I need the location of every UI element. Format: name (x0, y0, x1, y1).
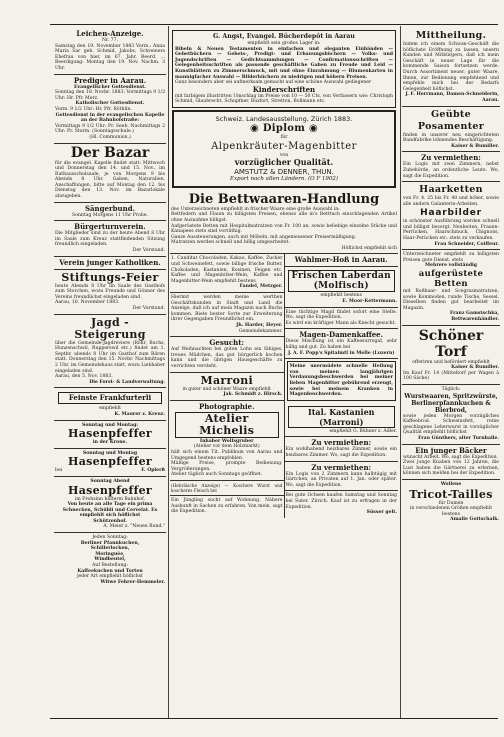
ml-title3: Gesucht: (209, 338, 245, 348)
lehr-title: Ein junger Bäcker (415, 445, 487, 455)
column-divider (400, 26, 401, 718)
expo-diplom-row (178, 123, 390, 135)
haar-text: von Fr. 4. 25 bis Fr. 40 und höher, sowie alle andern Galanterie-Arbeiten. (403, 196, 499, 207)
buecher-line4: mit farbigem illustrirten Umschlag im Preise von 10 — 50 Cts. von Verfassern wie: Christoph Schmid, Glaubrecht, Schupfner, Buzfort, Stretton, Bollmann etc. (175, 93, 393, 105)
rest-item2: jeder Art empfiehlt höflichst (77, 574, 143, 580)
bettwaren-block (170, 190, 398, 255)
expo-diplom: Diplom (262, 122, 306, 134)
mr-title7: Zu vermiethen: (311, 438, 372, 448)
mitt-title: Mittheilung. (415, 30, 487, 41)
expo-title: Schweiz. Landesausstellung, Zürich 1883. (215, 114, 353, 123)
vermiet-block (402, 152, 500, 182)
haar-title: Haarketten (419, 184, 483, 196)
ml-text6a: Inhaber Wolfsgruber (199, 438, 254, 444)
expo-code: (O F 1902) (307, 176, 339, 183)
leichen-text: Samstag den 19. November 1883 Vorm.: Anna Maria Sar geb. Schmid, Jakobs, Schreiners Ehefrau von hier, im 67. Jahr, Beerd. ... Beerdigung: Montag den 19. Nov. Nachm. 3 Uhr. (55, 43, 165, 71)
tricot-title: Tricot-Tailles (409, 487, 493, 501)
mr-title6: Ital. Kastanien (Marroni) (288, 406, 396, 428)
hasenpfeffer-frohsinn (54, 477, 166, 533)
saenger-block (54, 203, 166, 222)
tricot-sign: Amalie Gottschalk. (450, 517, 499, 523)
has3-text2: Von heute an alle Tage ein prima Schnecken, Schübli und Cervelat. Es empfiehlt sich höflichst (62, 502, 158, 519)
mr-title8: Zu vermiethen: (311, 462, 372, 472)
center-split (170, 254, 398, 517)
has3-text: im Frohsinn hinterm Bahnhof. (74, 496, 146, 502)
lehr-text: wünscht Arbeit. Wo, sagt die Expedition. (403, 454, 498, 460)
has2-sign: F. Oplerß (141, 468, 165, 474)
mr-text4: Diese Mischung ist ein Kaffeesurrogat, sehr billig und gut. Zu haben bei (285, 339, 397, 351)
communion-text: (Hl. Communion.) (89, 134, 131, 140)
saenger-title: Sängerbund. (84, 203, 136, 213)
ml-text7: Ein Jüngling sucht auf Wohnung. Nähere Auskunft in Sachen zu erfahren. Von mein, sagt die Expedition. (171, 497, 283, 515)
betten-title: aufgerüstete Betten (418, 269, 484, 290)
posamenter-block (402, 107, 500, 153)
konditorei-block (54, 533, 166, 587)
rest-text2: Auf Bestellung: (92, 563, 128, 569)
medal-icon: ◉ (308, 122, 318, 134)
tricot-block (402, 480, 500, 525)
bettwaren-text2: Bettfedern und Flaum zu billigsten Preisen, ebenso alle in's Betttuch einschlagenden Artikel ohne Ausnahme billigst. (171, 212, 397, 223)
ml-text6c: hält sich einem Tit. Publikum von Aarau und Umgegend bestens empfohlen. (171, 449, 283, 461)
has1-sub: in der Krone. (92, 440, 128, 446)
leichen-anzeige (54, 28, 166, 75)
ml-text6e: Atelier täglich auch Sonntags geöffnet. (171, 472, 263, 478)
has1-big: Hasenpfeffer (68, 427, 152, 441)
wurst-block (402, 385, 500, 445)
mr-text3b: Es wird ein kräftiger Mann als Knecht gesucht. (285, 320, 396, 326)
ml-sign1: Fandel, Metzger. (239, 284, 283, 290)
rest-sign: Witwe Fehrer-Hemmeler. (100, 579, 165, 585)
jagd-text: über die Gemeinde-Jagdreviere (Rohr, Buchs, Hunzenschwil, Rupperswil etc.) findet am 1. Septbr. abends 8 Uhr im Gasthof zum Bären statt. Donnerstag den 15. Novbr. Nachmittags 2 Uhr, im Gemeindehaus statt, wozu Liebhaber eingeladen sind. (55, 340, 165, 374)
wurst-sign: Frau Günthers, alter Turnhalle. (418, 435, 499, 441)
has1-title: Sonntag und Montag: (82, 422, 138, 428)
ml-sign4: Jak. Schmidt z. Hirsch. (223, 392, 283, 398)
stiftung-title: Stiftungs-Feier (61, 270, 159, 284)
buecher-title: G. Angst, Evangel. Bücherdepôt in Aarau (213, 33, 355, 40)
right-column (402, 28, 500, 716)
frankfurter-sub: empfiehlt (98, 406, 122, 412)
expo-export: Export nach allen Ländern. (229, 176, 307, 183)
ml-title5: Photographie. (198, 401, 255, 411)
tricot-sub: für Damen (438, 500, 464, 506)
torf-block (402, 326, 500, 385)
jungkath-block (54, 257, 166, 270)
bazar-text: für die evangel. Kapelle findet statt: Mittwoch und Donnerstag den 14. und 15. Nov., im Rathausschulsaale, je von Morgens 9 bis Abends 8 Uhr. Gaben, Naturalien, Anschaffungen, bitte auf Montag den 12. bis Dienstag den 13. Nov. im Bazarlokale abzugeben. (55, 160, 165, 200)
column-divider (168, 26, 169, 718)
bettwaren-title: Die Bettwaaren-Handlung (188, 191, 380, 207)
stiftung-block (54, 270, 166, 315)
torf-title: Schöner Torf (418, 327, 484, 360)
ml-text2: Hiermit werden meine werthen Geschäftskunden in Stadt und Land die Anzeige, daß ich auf mein Magazin nach Buchs kommen. Biete bester Sorte zur Erweiterung ihrer Gegengaben Freundlichst ein. (171, 295, 283, 323)
leichen-title: Leichen-Anzeige. (76, 29, 144, 38)
bettwaren-text4: Ganze Aussteuerungen, auch mit Möbeln, mit angemessener Preisermäßigung. (171, 234, 357, 240)
tricot-head: Wollene (440, 481, 462, 487)
mr-text9: Bei gute Ochsen kaufen Samstag und Sonntag bei Suter, Zürich. Kauf ist zu erfragen in der Expedition. (285, 493, 397, 510)
expo-maker: AMSTUTZ & DENNER, THUN. (234, 168, 334, 177)
haar-text2: in schönster Ausführung werden schnell und billigst besorgt. Neuheiten, Frauen-Perrücken, Haarschmuck, Chignons, Haar-Perücken etc. stets zu verkaufen. (403, 219, 499, 242)
expo-von: von (279, 152, 289, 158)
mr-sign2: E. Moor-Kettermann. (342, 299, 397, 305)
mr-sign9: Süsser gelt. (366, 510, 397, 516)
ml-text6b: (Atelier vor dem Holzmarkt) (193, 444, 260, 450)
torf-text2: Im Kauf Fr. 14 (Mitteltorf per Wagen à 100 Säcke) (403, 370, 499, 382)
prediger-title: Prediger in Aarau. (73, 75, 147, 85)
rest-item: Meringuée, (95, 551, 125, 557)
expo-fuer: für (280, 134, 288, 140)
betten-pre: Unterzeichneter empfiehlt zu billigsten Preisen gute Dienst, stets (403, 252, 499, 263)
has4-sub: Schützenhof. (93, 518, 127, 524)
center-column (170, 28, 398, 716)
torf-sign: Kaiser & Bumiller. (451, 365, 499, 371)
betten-pre2: Mehrere vollständig (424, 263, 478, 269)
jagd-date: Aarau, den 5. Nov. 1883. (55, 374, 113, 380)
bettwaren-sign: Höflichst empfiehlt sich (341, 245, 397, 251)
rest-item2: Kaffeekuchen und Torten (77, 568, 143, 574)
mr-text7: Ein wohlhabend heizbares Zimmer, sowie ein heizbares Zimmer. Wo, sagt die Expedition. (285, 447, 397, 458)
ml-title4: Marroni (200, 373, 253, 387)
vermiet-text: Ein Logis mit zwei Zimmern, nebst Zubehörde, an ordentliche Leute. Wo, sagt die Expedition. (403, 162, 499, 179)
jagd-sign: Die Forst- & Landverwaltung. (89, 379, 165, 385)
posam-sign: Kaiser & Bumiller. (451, 143, 499, 149)
vermiet-title: Zu vermiethen: (421, 153, 481, 163)
stiftung-text: heute Abends 8 Uhr im Saale des Gasthofs zum Storchen, wozu Freunde und Gönner des Vereins freundlichst eingeladen sind. (55, 283, 165, 300)
ml-hebrew: (Hebräische Anzeige) — Koschere Wurst und koscheres Fleisch bei (171, 482, 283, 493)
haar-block (402, 182, 500, 250)
bazar-title: Der Bazar (70, 144, 150, 161)
buecher-text1: empfiehlt sein großes Lager in: (247, 41, 321, 46)
ml-text3: Auf Weihnachten bei guten Lohn ein fähiges, treues Mädchen, das gut bürgerlich kochen kann und die übrigen Hausgeschäfte zu verrichten versteht. (171, 347, 283, 369)
evang-heading: Evangelischer Gottesdienst. (73, 84, 147, 90)
center-left-sub (170, 254, 284, 517)
has3-big: Hasenpfeffer (68, 483, 152, 497)
bettwaren-text1: des Unterzeichneten empfiehlt in frischer Waare eine große Auswahl in: (171, 206, 340, 212)
bettwaren-text5: Matratzen werden schnell und billig umgearbeitet. (171, 240, 290, 246)
stiftung-date: Aarau, 10. November 1883. (55, 300, 120, 306)
frankfurter-sign: K. Maurer z. Kreuz. (114, 411, 165, 417)
has2-sub: bei (55, 468, 63, 474)
mr-title1: Wahlmer-Hoß in Aarau. (294, 255, 388, 265)
buerger-sign: Der Vorstand. (132, 248, 165, 254)
buecher-line2: Ganz besonders aber sei aufmerksam gemacht auf eine schöne Auswahl gediegener (175, 80, 372, 86)
jungkath-title: Verein junger Katholiken. (59, 257, 161, 267)
torf-text: offeriren und befördert empfiehlt (412, 359, 490, 365)
expo-quality: vorzüglicher Qualität. (234, 157, 334, 168)
betten-text: mit Roßhaar- und Scegrasmatratzen, sowie Kommoden, runde Tische, Sessel. Dieselben finden gut bearbeitet im Magazin. (403, 289, 499, 311)
bazar-block (54, 144, 166, 203)
rest-text1: Jeden Sonntag: (92, 535, 128, 541)
prediger-block (54, 75, 166, 144)
ml-sub2: Gemeindekammer. (238, 328, 283, 334)
mr-text3: Eine tüchtige Magd findet sofort eine Stelle. Wo, sagt die Expedition. (285, 309, 397, 321)
ml-title6: Atelier Michelis (175, 412, 279, 438)
hasenpfeffer-krone (54, 421, 166, 449)
medal-icon: ◉ (250, 122, 260, 134)
ml-text6d: Mäßige Preise, prompte Bedienung. Vergrößerungen. (171, 461, 283, 472)
kapelle-text: Vormittags 9 1/2 Uhr: Pr. Seeb. Nachmittags 2 Uhr: Pr. Sturm. (Sonntagsschule.) (55, 123, 165, 135)
has2-big: Hasenpfeffer (68, 455, 152, 469)
buerger-block (54, 221, 166, 256)
posam-title: Geübte Posamenter (417, 108, 485, 132)
kath-heading: Katholischer Gottesdienst. (75, 101, 145, 107)
mitt-text: Indem ich einem Schwan-Geschäft die höflichste Eröffnung zu lassen, unsern Kunden und Mitbürgern, daß ich mein Geschäft in neuer Lage für die kommende Saison fortsetzen werde. Durch Assortiment neuer, guter Waare, Ihnen, zur Bedienung empfehlend und empfehle mich bei der Bedarfs Gelegenheit höflichst. (403, 42, 499, 92)
wurst-items: Wurstwaaren, Spritzwürste, Berlinerpfannkuchen & Bierbrod, (404, 392, 498, 414)
has3-title: Sonntag Abend (90, 478, 130, 484)
rest-item: Schillerlocken, (90, 546, 130, 552)
mittheilung-block (402, 28, 500, 107)
lehr-block (402, 445, 500, 480)
mr-text8: Ein Logis von 2 Zimmern kann halbtägig mit Gärtchen, an Privaten auf 1. Jan. oder später. Wo, sagt die Expedition. (285, 471, 397, 488)
center-right-sub (284, 254, 399, 517)
buecher-line1: Bibeln & Neuen Testamenten in einfachen und eleganten Einbänden — Gebetbüchern — Gebets-, Predigt- und Erbauungsbüchern — Volks- und Jugendschriften — Gedichtsammlungen — Confirmationsschriften — Gelegenheitsschriften als passende geschäftliche Gaben zu Freude und Leid — Kunstblättern zu Zimmerschmuck, mit und ohne Einrahmung — Blumenkarten in mannigfacher Auswahl — Bilderbüchern zu niedrigen und höhern Preisen. (175, 46, 393, 80)
wurst-title: Täglich: (441, 386, 461, 392)
bettwaren-text3: Aufgerüstete Betten mit Hospitalmatratzen von Fr. 100 an, sowie beliebige einzelne Stücke und Kanapees stets sind vorräthig. (171, 223, 397, 235)
ml-header1: 1. Canditat Chocoladen, Kakao, Kaffee, Zucker und Schweinefett, sowie billige frische Butter, Chokoladen, Kastanien, Rosinen, Feigen etc. Kaffee und Magenbitter-Wein, Kaffee und Magenbitter-Wein empfiehlt bestens (171, 256, 283, 284)
mitt-sign: J. F. Herrmann, Damen-Schneiderin, Aarau. (405, 92, 499, 103)
ml-sign2: Jh. Harder, Heyer. (236, 323, 283, 328)
hasenpfeffer-oplerss (54, 449, 166, 477)
buerger-title: Bürgerturnverein. (74, 222, 146, 232)
left-column (54, 28, 166, 716)
betten-sign: Franz Gamstschka, Bettwarenhändler. (449, 311, 499, 322)
stiftung-sign: Der Vorstand. (132, 306, 165, 311)
mr-text2: empfiehlt bestens (320, 293, 362, 299)
wurst-text: sowie jeden Morgen vorzügliches Kaffeebrod. Schweinsfett, reine geschlagene Leberwurst in vorzüglicher Qualität empfiehlt höflichst (403, 413, 499, 436)
mr-sign6: empfiehlt G. Bühner z. Adler. (329, 428, 397, 434)
kath-text: Vorm. 9 1/2 Uhr: Hr. Pfr. Röthlin. (55, 106, 132, 112)
posam-text: finden in unserer neu eingerichteten Bandfabrike lohnendes Beschäftigung. (403, 132, 499, 144)
betten-block (402, 250, 500, 325)
jagd-block (54, 315, 166, 389)
buecher-line3: Kinderschriften (252, 84, 316, 94)
frankfurter-title: Feinste Frankfurterli (58, 392, 162, 404)
buerger-text: Die Mitglieder sind zu der heute Abend 8 Uhr im Saale zum Kreuz stattfindenden Sitzung freundlich eingeladen. (55, 231, 165, 248)
ml-text4: in guter und schöner Waare empfiehlt (182, 386, 272, 392)
mr-title4: Magen-Damenkaffee. (299, 330, 384, 340)
leichen-number: Nr. 77. (102, 38, 118, 43)
kapelle-heading: Gottesdienst in der evangelischen Kapelle an der Bahnhofstraße: (55, 112, 165, 124)
has4-sign: A. Meier z. "Neuen Bund." (103, 524, 165, 530)
top-rule (50, 24, 498, 25)
evang-text: Sonntag den 18. Novbr. 1883: Vormittags 9 1/2 Uhr: Hr. Pfr. Merz. (55, 90, 165, 101)
rest-item: Berliner Pfannkuchen, (80, 540, 140, 546)
buecher-block (172, 30, 396, 108)
has2-title: Sonntag und Montag (82, 450, 138, 456)
tricot-text: in verschiedenen Größen empfiehlt bestens (409, 506, 493, 517)
rest-item: Windbeutel, (94, 557, 126, 563)
bottom-rule (50, 718, 498, 719)
saenger-text: Sonntag Morgens 11 Uhr Probe. (72, 212, 148, 218)
expo-product: Alpenkräuter-Magenbitter (211, 140, 357, 152)
jagd-title: Jagd - Steigerung (74, 315, 146, 341)
mr-text5: Meine unermüdete schnelle Heilung von meinen langjährigen Verdauungsbeschwerden bei meiner lieben Magenbitter gebührend erzeugt, sowie bei meinem Kranken in Magenbeschwerden. (289, 364, 393, 398)
lehr-text2: Zwei junge Knaben von 12 Jahren, die Lust haben die Gärtnerei zu erlernen, können sich melden bei der Expedition. (403, 460, 499, 477)
expo-block (172, 110, 396, 188)
mr-sign4: J. A. F. Popp's Spitalmtl in Melle (Luzern) (287, 350, 395, 356)
frankfurter-block (54, 388, 166, 420)
haar-sign: Frau Schneider, Coiffeur. (434, 241, 499, 247)
haar-title2: Haarbilder (420, 208, 482, 219)
mr-title2: Frischen Laberdan (Molfisch) (288, 270, 396, 292)
